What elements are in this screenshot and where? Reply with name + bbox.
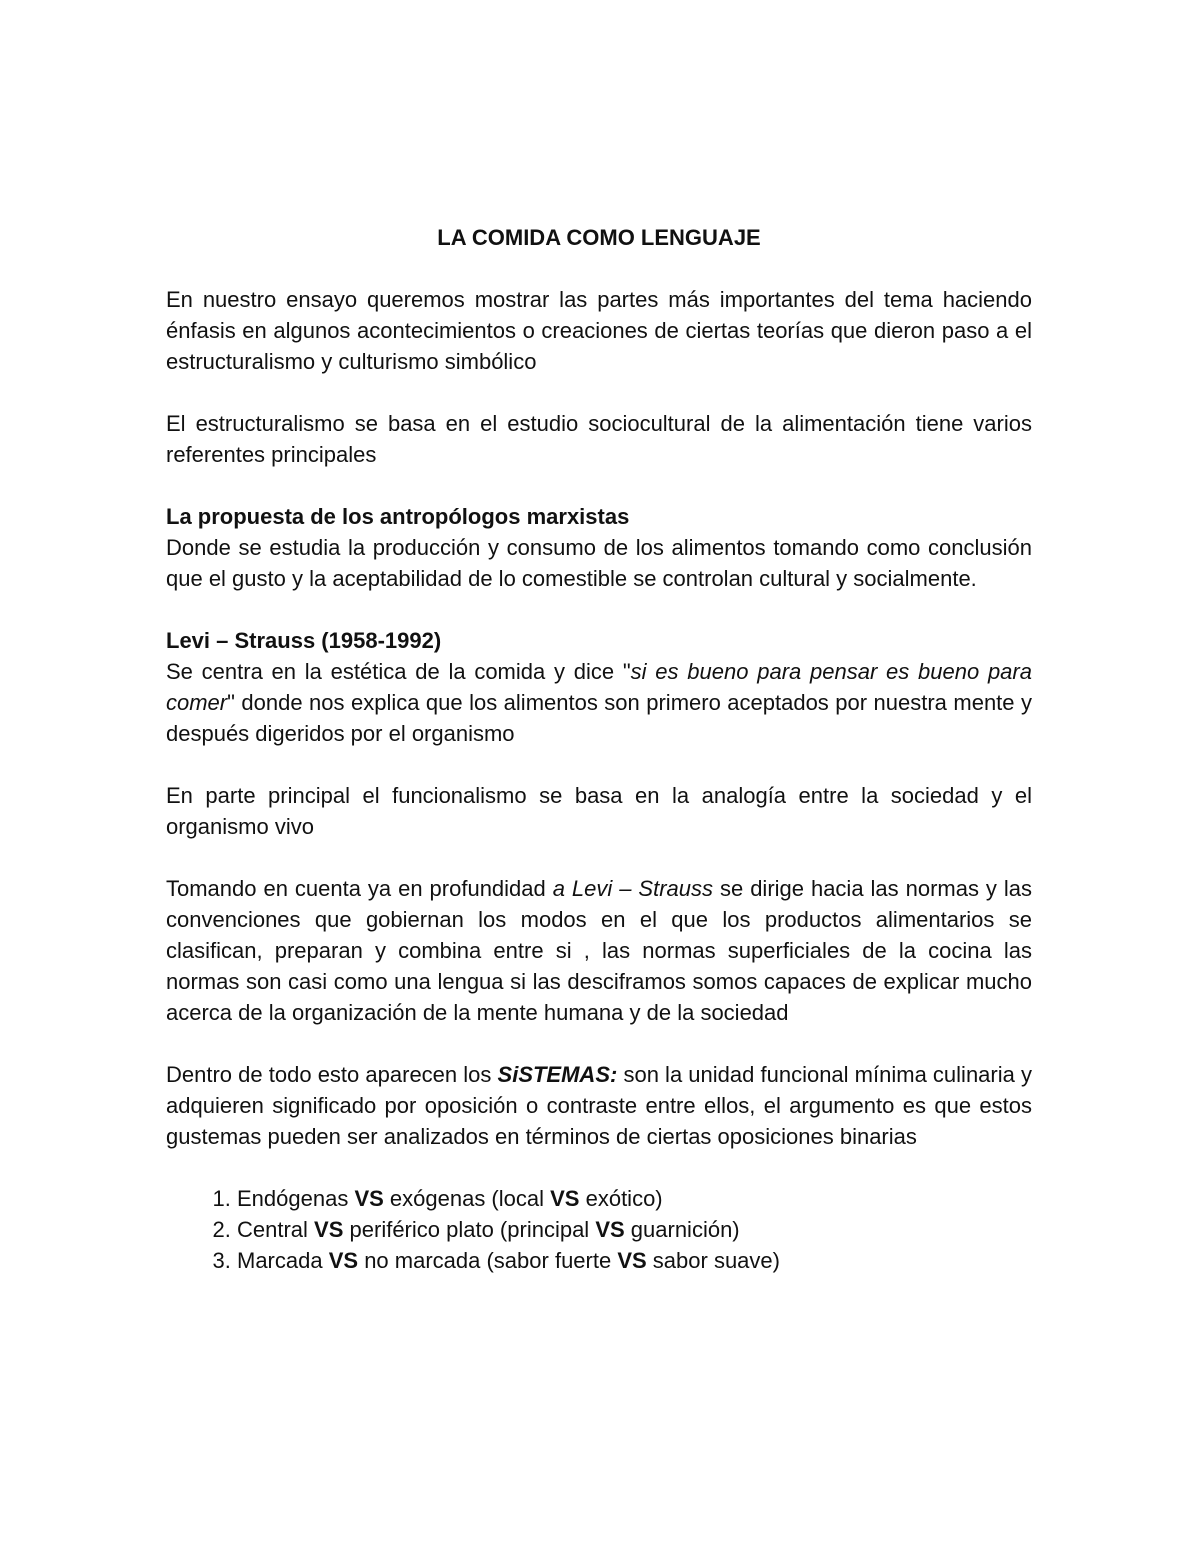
norms-end: se dirige hacia las normas y las convenciones que gobiernan los modos en el que los productos alimentarios se clasifican, preparan y combina entre si , las normas superficiales de la cocina las normas son casi como una lengua si las desciframos somos capaces de explicar mucho acerca de la organización de la mente humana y de la sociedad [166,876,1033,1025]
vs-label: VS [354,1186,384,1211]
systems-end: son la unidad funcional mínima culinaria y adquieren significado por oposición o contraste entre ellos, el argumento es que estos gustemas pueden ser analizados en términos de ciertas oposiciones binarias [166,1062,1032,1149]
functionalism-paragraph: En parte principal el funcionalismo se basa en la analogía entre la sociedad y el organismo vivo [166,783,1032,839]
norms-italic: a Levi – Strauss [552,876,714,901]
list-item: 3. Marcada VS no marcada (sabor fuerte VS sabor suave) [237,1245,1032,1276]
vs-label: VS [314,1217,344,1242]
binary-oppositions-list [166,1183,1032,1276]
document-title: LA COMIDA COMO LENGUAJE [437,225,761,250]
levi-body-end: " donde nos explica que los alimentos son primero aceptados por nuestra mente y después digeridos por el organismo [166,690,1032,746]
section-heading-marxist: La propuesta de los antropólogos marxistas [166,504,630,529]
systems-term: SiSTEMAS: [497,1062,618,1087]
systems-start: Dentro de todo esto aparecen los [166,1062,498,1087]
vs-label: VS [595,1217,625,1242]
levi-body-start: Se centra en la estética de la comida y dice " [166,659,631,684]
levi-quote: si es bueno para pensar es bueno para comer [166,659,1032,715]
list-item: 1. Endógenas VS exógenas (local VS exótico) [237,1183,1032,1214]
document-page [166,222,1032,1276]
section-body-levi-strauss [166,656,1032,749]
systems-paragraph [166,1059,1032,1152]
structuralism-paragraph: El estructuralismo se basa en el estudio sociocultural de la alimentación tiene varios referentes principales [166,411,1032,467]
section-marxist [166,501,1032,594]
norms-start: Tomando en cuenta ya en profundidad [166,876,553,901]
vs-label: VS [550,1186,580,1211]
section-heading-levi-strauss: Levi – Strauss (1958-1992) [166,628,442,653]
norms-paragraph [166,873,1032,1028]
vs-label: VS [617,1248,647,1273]
intro-paragraph: En nuestro ensayo queremos mostrar las partes más importantes del tema haciendo énfasis en algunos acontecimientos o creaciones de ciertas teorías que dieron paso a el estructuralismo y culturismo simbólico [166,287,1032,374]
vs-label: VS [328,1248,359,1273]
list-item: 2. Central VS periférico plato (principal VS guarnición) [237,1214,1032,1245]
section-body-marxist: Donde se estudia la producción y consumo de los alimentos tomando como conclusión que el gusto y la aceptabilidad de lo comestible se controlan cultural y socialmente. [166,535,1032,591]
section-levi-strauss [166,625,1032,749]
